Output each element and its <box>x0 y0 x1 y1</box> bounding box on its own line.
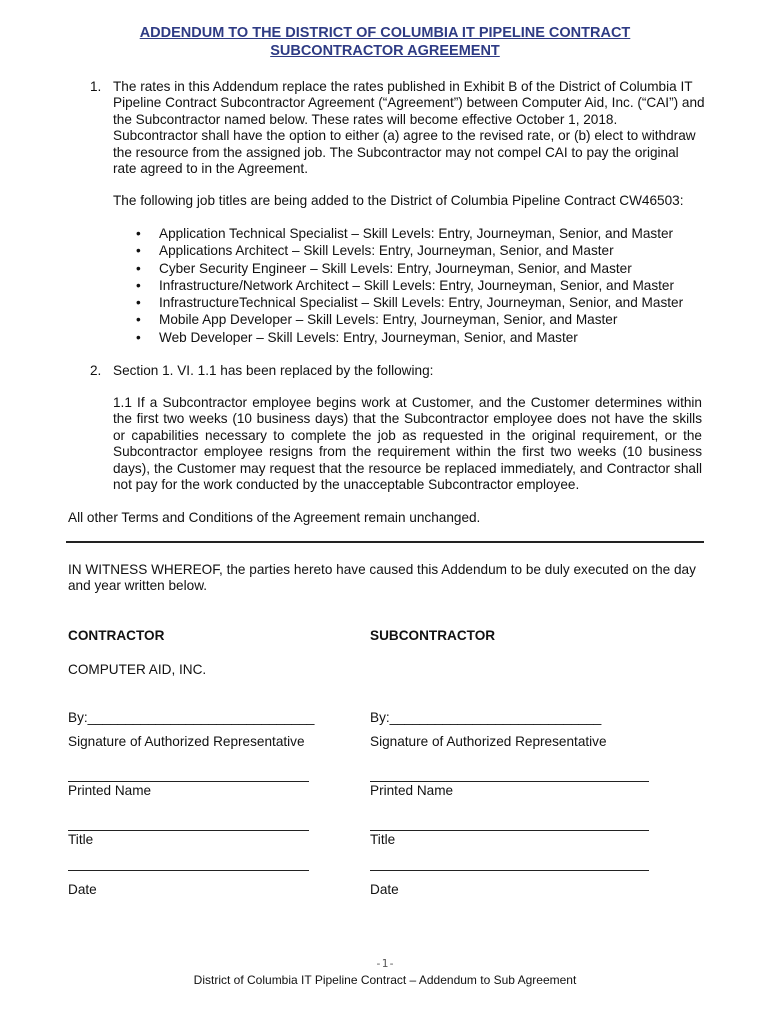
contractor-heading: CONTRACTOR <box>68 628 165 643</box>
subcontractor-title-line[interactable] <box>370 830 649 831</box>
section-divider <box>66 541 704 543</box>
closing-statement: All other Terms and Conditions of the Agreement remain unchanged. <box>68 510 481 525</box>
witness-statement: IN WITNESS WHEREOF, the parties hereto have caused this Addendum to be duly executed on the day and year written below. <box>68 562 696 594</box>
bullet-icon: • <box>136 295 141 311</box>
bullet-icon: • <box>136 226 141 241</box>
document-title-line1: ADDENDUM TO THE DISTRICT OF COLUMBIA IT PIPELINE CONTRACT <box>139 25 631 41</box>
list-item: • Cyber Security Engineer – Skill Levels: Entry, Journeyman, Senior, and Master <box>136 260 632 276</box>
footer-title: District of Columbia IT Pipeline Contract – Addendum to Sub Agreement <box>193 973 577 987</box>
item2-text: Section 1. VI. 1.1 has been replaced by the following: <box>113 363 434 378</box>
subcontractor-printed-name-line[interactable] <box>370 781 649 782</box>
contractor-signature-label: Signature of Authorized Representative <box>68 734 305 749</box>
subcontractor-title-label: Title <box>370 832 396 847</box>
subcontractor-date-line[interactable] <box>370 870 649 871</box>
contractor-title-line[interactable] <box>68 830 309 831</box>
subcontractor-by-line[interactable]: By:____________________________ <box>370 710 602 725</box>
subcontractor-heading: SUBCONTRACTOR <box>370 628 496 643</box>
bullet-icon: • <box>136 260 141 276</box>
subcontractor-date-label: Date <box>370 882 399 897</box>
contractor-by-line[interactable]: By:______________________________ <box>68 710 315 725</box>
subcontractor-printed-name-label: Printed Name <box>370 783 454 798</box>
item2-clause: 1.1 If a Subcontractor employee begins work at Customer, and the Customer determines within the first two weeks (10 business days) that the Subcontractor employee does not have the skills or capabilities necessary to complete the job as requested in the original requirement, or the Subcontractor employee resigns from the requirement within the first two weeks (10 business days), the Customer may request that the resource be replaced immediately, and Contractor shall not pay for the work conducted by the unacceptable Subcontractor employee. <box>113 395 702 493</box>
item2-number: 2. <box>90 363 102 378</box>
list-item: • Web Developer – Skill Levels: Entry, Journeyman, Senior, and Master <box>136 329 578 345</box>
page-number: -1- <box>375 957 395 970</box>
subcontractor-signature-label: Signature of Authorized Representative <box>370 734 607 749</box>
contractor-title-label: Title <box>68 832 94 847</box>
contractor-printed-name-line[interactable] <box>68 781 309 782</box>
list-item: • InfrastructureTechnical Specialist – Skill Levels: Entry, Journeyman, Senior, and Master <box>136 295 684 311</box>
list-item: • Application Technical Specialist – Skill Levels: Entry, Journeyman, Senior, and Master <box>136 226 674 241</box>
list-item: • Infrastructure/Network Architect – Skill Levels: Entry, Journeyman, Senior, and Master <box>136 277 675 293</box>
document-title-line2: SUBCONTRACTOR AGREEMENT <box>270 43 500 59</box>
item1-text: The rates in this Addendum replace the rates published in Exhibit B of the District of Columbia IT Pipeline Contract Subcontractor Agreement (“Agreement”) between Computer Aid, Inc. (“CAI”) and the Subcontractor named below. These rates will become effective October 1, 2018. Subcontractor shall have the option to either (a) agree to the revised rate, or (b) elect to withdraw the resource from the assigned job. The Subcontractor may not compel CAI to pay the original rate agreed to in the Agreement. <box>113 79 705 177</box>
bullet-icon: • <box>136 243 141 259</box>
item1-number: 1. <box>90 79 102 94</box>
contractor-date-line[interactable] <box>68 870 309 871</box>
contractor-date-label: Date <box>68 882 97 897</box>
bullet-icon: • <box>136 329 141 345</box>
contractor-company: COMPUTER AID, INC. <box>68 662 207 677</box>
list-item: • Mobile App Developer – Skill Levels: Entry, Journeyman, Senior, and Master <box>136 312 618 328</box>
item1-intro: The following job titles are being added to the District of Columbia Pipeline Contract CW46503: <box>113 193 684 208</box>
job-title-list <box>136 225 683 346</box>
bullet-icon: • <box>136 277 141 293</box>
bullet-icon: • <box>136 312 141 328</box>
list-item: • Applications Architect – Skill Levels: Entry, Journeyman, Senior, and Master <box>136 243 614 259</box>
contractor-printed-name-label: Printed Name <box>68 783 152 798</box>
